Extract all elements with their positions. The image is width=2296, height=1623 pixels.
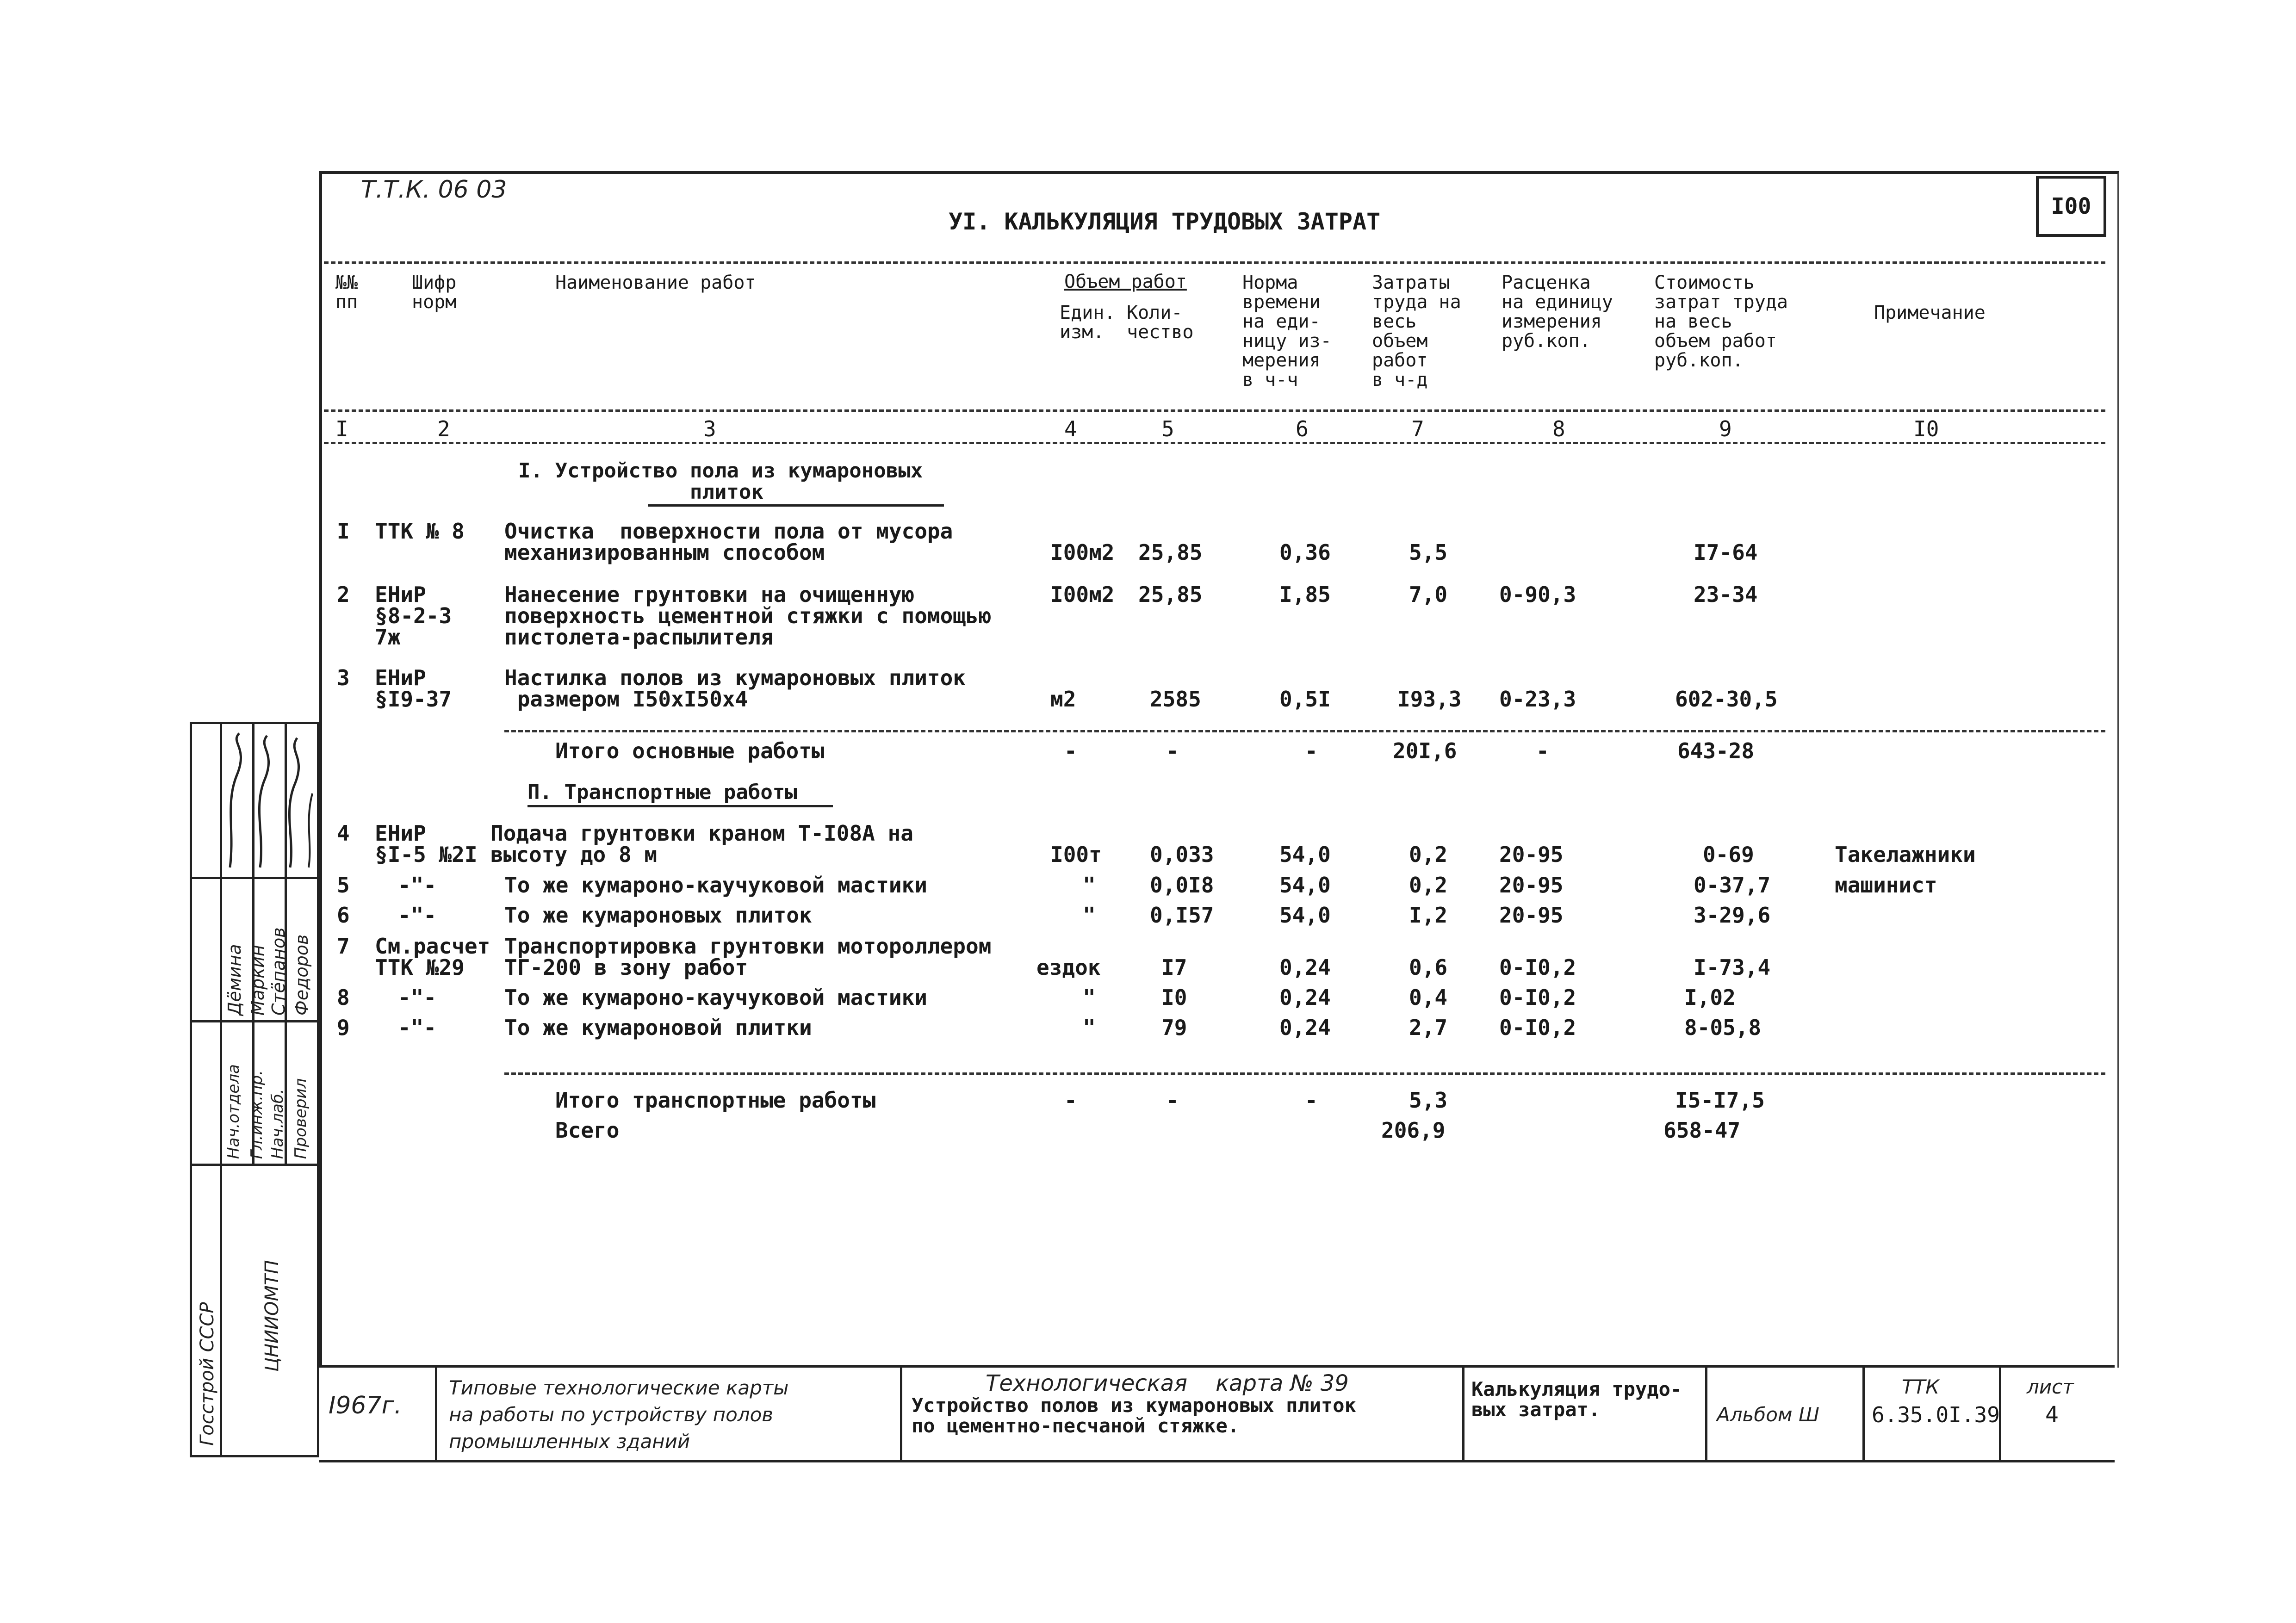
cell-labor: 0,2 xyxy=(1409,873,1448,898)
title-block xyxy=(319,1365,2115,1462)
cell-unit: " xyxy=(1083,985,1096,1010)
cell-labor: 206,9 xyxy=(1381,1118,1446,1143)
cell-labor: I93,3 xyxy=(1397,687,1462,712)
cell-quantity: 2585 xyxy=(1150,687,1201,712)
header-top-line xyxy=(324,261,2105,264)
section-title-flooring: I. Устройство пола из кумароновых плиток xyxy=(518,459,923,504)
cell-number: I xyxy=(337,519,350,544)
cell-number: 7 xyxy=(337,934,350,959)
col-number: 9 xyxy=(1719,416,1732,441)
cell-quantity: - xyxy=(1166,738,1179,763)
cell-labor: 2,7 xyxy=(1409,1015,1448,1040)
cell-unit: " xyxy=(1083,873,1096,898)
title-block-divider xyxy=(1862,1368,1865,1460)
cell-rate: 0-I0,2 xyxy=(1499,955,1576,980)
cell-quantity: 0,0I8 xyxy=(1150,873,1214,898)
cell-cost: 602-30,5 xyxy=(1675,687,1778,712)
cell-norm: - xyxy=(1305,738,1318,763)
cell-unit: - xyxy=(1064,738,1077,763)
cell-name: То же кумароно-каучуковой мастики xyxy=(504,873,927,898)
stamp-divider xyxy=(192,877,317,879)
col-header-rate: Расценка на единицу измерения руб.коп. xyxy=(1502,272,1613,352)
cell-unit: ездок xyxy=(1036,955,1101,980)
cell-name: Транспортировка грунтовки мотороллером ТГ-200 в зону работ xyxy=(504,934,992,980)
cell-norm: 54,0 xyxy=(1279,873,1331,898)
cell-norm: I,85 xyxy=(1279,582,1331,607)
stamp-role: Гл.инж.пр. xyxy=(248,1070,266,1159)
col-number: 8 xyxy=(1552,416,1565,441)
stamp-role: Проверил xyxy=(292,1078,310,1159)
footer-album: Альбом Ш xyxy=(1717,1403,1819,1426)
cell-norm: 0,24 xyxy=(1279,955,1331,980)
ttk-code: Т.Т.К. 06 03 xyxy=(361,176,507,204)
cell-cost: I-73,4 xyxy=(1694,955,1771,980)
footer-sheet-value: 4 xyxy=(2045,1402,2059,1428)
cell-code: -"- xyxy=(398,1015,437,1040)
cell-note: машинист xyxy=(1835,873,1937,898)
total-label: Всего xyxy=(555,1118,620,1143)
cell-unit: I00м2 xyxy=(1050,582,1115,607)
title-block-divider xyxy=(435,1368,437,1460)
col-header-unit: Един. изм. xyxy=(1060,302,1116,343)
cell-norm: 0,5I xyxy=(1279,687,1331,712)
cell-cost: 3-29,6 xyxy=(1694,903,1771,928)
subtotal-line xyxy=(504,730,2105,732)
footer-card-description: Устройство полов из кумароновых плиток по цементно-песчаной стяжке. xyxy=(912,1394,1356,1437)
cell-rate: 20-95 xyxy=(1499,873,1564,898)
footer-card-title: Технологическая карта № 39 xyxy=(986,1370,1349,1396)
cell-cost: I7-64 xyxy=(1694,540,1758,565)
cell-number: 6 xyxy=(337,903,350,928)
cell-unit: - xyxy=(1064,1088,1077,1113)
approval-stamp xyxy=(190,722,319,1457)
cell-name: Очистка поверхности пола от мусора механизированным способом xyxy=(504,519,953,565)
cell-cost: 8-05,8 xyxy=(1684,1015,1762,1040)
stamp-divider xyxy=(192,1020,317,1022)
stamp-org: Госстрой СССР xyxy=(197,1302,218,1446)
stamp-role: Нач.лаб. xyxy=(268,1089,287,1159)
cell-norm: 54,0 xyxy=(1279,842,1331,867)
cell-quantity: 0,033 xyxy=(1150,842,1214,867)
footer-year: I967г. xyxy=(329,1392,402,1419)
cell-cost: I5-I7,5 xyxy=(1675,1088,1765,1113)
cell-cost: 658-47 xyxy=(1663,1118,1741,1143)
cell-rate: 0-I0,2 xyxy=(1499,985,1576,1010)
cell-quantity: - xyxy=(1166,1088,1179,1113)
col-header-number: №№ пп xyxy=(335,272,358,313)
stamp-name: Дёмина xyxy=(224,944,245,1016)
cell-cost: I,02 xyxy=(1684,985,1736,1010)
cell-code: -"- xyxy=(398,903,437,928)
cell-norm: 0,24 xyxy=(1279,1015,1331,1040)
col-number: I xyxy=(335,416,348,441)
cell-unit: м2 xyxy=(1050,687,1076,712)
cell-note: Такелажники xyxy=(1835,842,1976,867)
cell-unit: I00т xyxy=(1050,842,1102,867)
stamp-role: Нач.отдела xyxy=(224,1064,243,1159)
cell-code: ТТК № 8 xyxy=(375,519,465,544)
col-header-norm: Норма времени на еди- ницу из- мерения в ч-ч xyxy=(1242,272,1332,390)
cell-unit: " xyxy=(1083,903,1096,928)
stamp-name: Федоров xyxy=(292,934,312,1016)
sheet-frame xyxy=(319,171,2119,1368)
cell-norm: - xyxy=(1305,1088,1318,1113)
cell-code: ЕНиР §I9-37 xyxy=(375,665,452,712)
cell-rate: 0-90,3 xyxy=(1499,582,1576,607)
col-number: 6 xyxy=(1296,416,1309,441)
title-block-divider xyxy=(900,1368,902,1460)
stamp-name: Маркин xyxy=(248,945,268,1016)
cell-number: 5 xyxy=(337,873,350,898)
header-mid-line xyxy=(324,409,2105,412)
cell-rate: - xyxy=(1536,738,1549,763)
cell-code: См.расчет ТТК №29 xyxy=(375,934,490,980)
col-header-code: Шифр норм xyxy=(412,272,457,313)
col-header-labor: Затраты труда на весь объем работ в ч-д xyxy=(1372,272,1461,390)
cell-rate: 20-95 xyxy=(1499,903,1564,928)
section-title-underline xyxy=(527,805,833,807)
col-header-name: Наименование работ xyxy=(555,272,756,293)
stamp-inst: ЦНИИОМТП xyxy=(261,1260,283,1372)
stamp-name: Стёпанов xyxy=(268,927,289,1016)
footer-sheet-label: лист xyxy=(2027,1375,2074,1398)
cell-rate: 0-23,3 xyxy=(1499,687,1576,712)
cell-labor: I,2 xyxy=(1409,903,1448,928)
cell-code: ЕНиР §8-2-3 7ж xyxy=(375,582,452,650)
cell-name: То же кумароновых плиток xyxy=(504,903,812,928)
cell-cost: 643-28 xyxy=(1677,738,1755,763)
cell-labor: 0,6 xyxy=(1409,955,1448,980)
header-bottom-line xyxy=(324,442,2105,444)
cell-labor: 0,2 xyxy=(1409,842,1448,867)
subtotal-label: Итого основные работы xyxy=(555,738,825,763)
cell-quantity: I7 xyxy=(1161,955,1187,980)
title-block-divider xyxy=(1705,1368,1707,1460)
section-title-underline xyxy=(648,504,944,507)
signature-scribbles xyxy=(221,729,316,872)
page-title: УI. КАЛЬКУЛЯЦИЯ ТРУДОВЫХ ЗАТРАТ xyxy=(949,208,1381,235)
cell-norm: 0,36 xyxy=(1279,540,1331,565)
col-header-note: Примечание xyxy=(1874,302,1986,323)
footer-ttk-label: ТТК xyxy=(1902,1375,1940,1398)
cell-name: Подача грунтовки краном Т-I08А на высоту до 8 м xyxy=(490,821,913,867)
cell-labor: 5,5 xyxy=(1409,540,1448,565)
cell-number: 3 xyxy=(337,665,350,690)
cell-name: То же кумароно-каучуковой мастики xyxy=(504,985,927,1010)
col-number: 5 xyxy=(1161,416,1174,441)
cell-rate: 0-I0,2 xyxy=(1499,1015,1576,1040)
cell-cost: 23-34 xyxy=(1694,582,1758,607)
col-number: 4 xyxy=(1064,416,1077,441)
cell-quantity: I0 xyxy=(1161,985,1187,1010)
cell-quantity: 25,85 xyxy=(1138,582,1203,607)
sheet-number-box: I00 xyxy=(2036,176,2106,237)
cell-number: 2 xyxy=(337,582,350,607)
col-number: I0 xyxy=(1913,416,1939,441)
cell-number: 4 xyxy=(337,821,350,846)
cell-name: То же кумароновой плитки xyxy=(504,1015,812,1040)
cell-norm: 54,0 xyxy=(1279,903,1331,928)
title-block-divider xyxy=(1462,1368,1464,1460)
footer-series: Типовые технологические карты на работы по устройству полов промышленных зданий xyxy=(449,1376,789,1453)
cell-code: -"- xyxy=(398,873,437,898)
cell-labor: 7,0 xyxy=(1409,582,1448,607)
cell-unit: " xyxy=(1083,1015,1096,1040)
section-title-transport: П. Транспортные работы xyxy=(527,781,797,804)
cell-quantity: 25,85 xyxy=(1138,540,1203,565)
footer-section: Калькуляция трудо- вых затрат. xyxy=(1471,1378,1682,1421)
cell-cost: 0-69 xyxy=(1703,842,1754,867)
subtotal-line xyxy=(504,1072,2105,1075)
cell-labor: 20I,6 xyxy=(1393,738,1457,763)
cell-unit: I00м2 xyxy=(1050,540,1115,565)
cell-quantity: 79 xyxy=(1161,1015,1187,1040)
cell-name: Настилка полов из кумароновых плиток размером I50хI50х4 xyxy=(504,665,966,712)
cell-cost: 0-37,7 xyxy=(1694,873,1771,898)
footer-ttk-number: 6.35.0I.39 xyxy=(1872,1402,2000,1427)
col-number: 3 xyxy=(703,416,716,441)
col-number: 2 xyxy=(437,416,450,441)
cell-number: 8 xyxy=(337,985,350,1010)
cell-name: Нанесение грунтовки на очищенную поверхность цементной стяжки с помощью пистолета-распылителя xyxy=(504,582,992,650)
cell-code: -"- xyxy=(398,985,437,1010)
col-number: 7 xyxy=(1411,416,1424,441)
col-header-volume-group: Объем работ xyxy=(1064,271,1187,292)
stamp-divider xyxy=(192,1164,317,1166)
cell-code: ЕНиР §I-5 №2I xyxy=(375,821,478,867)
cell-labor: 5,3 xyxy=(1409,1088,1448,1113)
subtotal-label: Итого транспортные работы xyxy=(555,1088,876,1113)
cell-rate: 20-95 xyxy=(1499,842,1564,867)
col-header-cost: Стоимость затрат труда на весь объем работ руб.коп. xyxy=(1654,272,1788,371)
col-header-quantity: Коли- чество xyxy=(1127,302,1194,343)
cell-number: 9 xyxy=(337,1015,350,1040)
cell-norm: 0,24 xyxy=(1279,985,1331,1010)
cell-labor: 0,4 xyxy=(1409,985,1448,1010)
cell-quantity: 0,I57 xyxy=(1150,903,1214,928)
